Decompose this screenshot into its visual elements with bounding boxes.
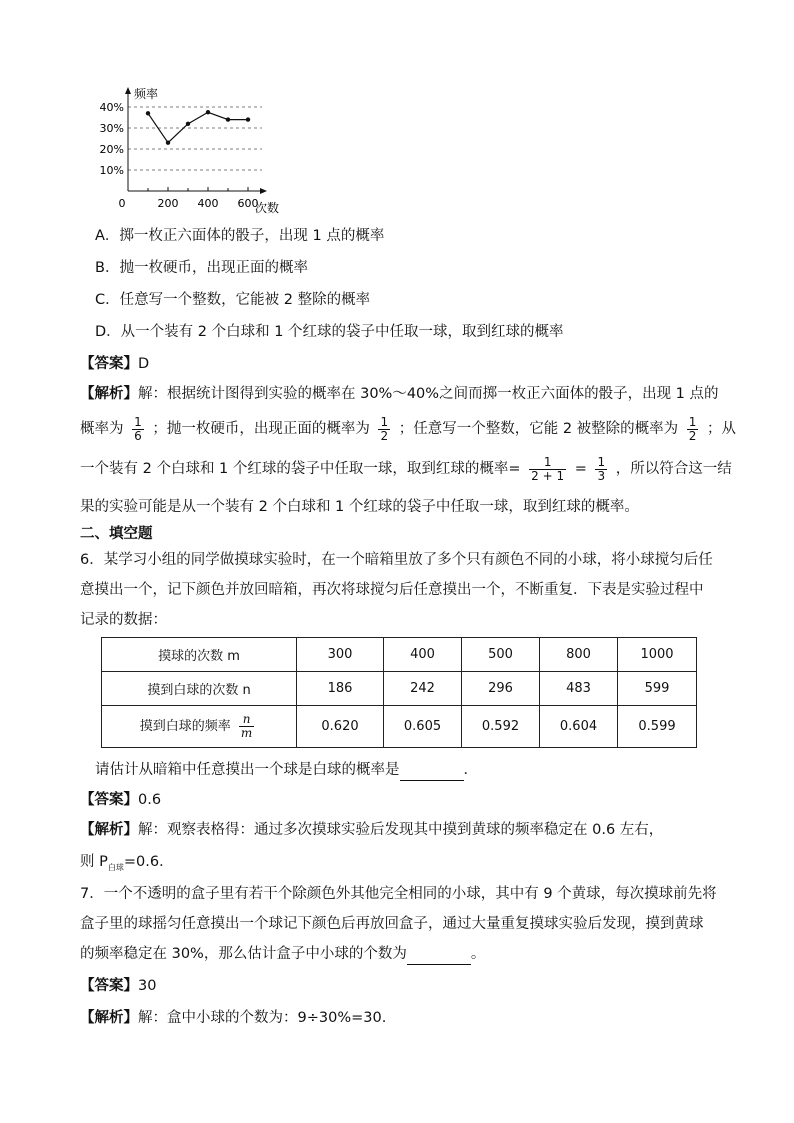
analysis-text: 一个装有 2 个白球和 1 个红球的袋子中任取一球，取到红球的概率= [80, 461, 521, 477]
data-point [166, 141, 170, 145]
analysis-text: 解：盒中小球的个数为：9÷30%=30. [138, 1010, 387, 1026]
series-line [148, 112, 248, 142]
chart-ticks [100, 101, 259, 210]
table-row [102, 706, 697, 748]
data-point [246, 117, 250, 121]
chart-x-axis-label: 次数 [255, 201, 280, 215]
q5-analysis-line-4: 果的实验可能是从一个装有 2 个白球和 1 个红球的袋子中任取一球，取到红球的概率。 [80, 499, 639, 515]
q7-stem-line-3 [80, 944, 485, 965]
table-cell: 500 [462, 638, 540, 672]
question-text: 的频率稳定在 30%，那么估计盒子中小球的个数为 [80, 946, 407, 962]
data-point [146, 111, 150, 115]
table-cell: 0.592 [462, 706, 540, 748]
q7-answer [80, 976, 156, 996]
y-tick-label: 10% [99, 164, 124, 177]
q7-analysis [80, 1008, 386, 1028]
q6-stem-line-2: 意摸出一个，记下颜色并放回暗箱，再次将球搅匀后任意摸出一个，不断重复．下表是实验过程中 [80, 582, 704, 598]
answer-value: 30 [138, 978, 157, 994]
fraction-one-half: $\frac{1}{2}$ [380, 414, 389, 443]
table-cell: 300 [297, 638, 384, 672]
question-end: 。 [470, 946, 486, 962]
chart-series [146, 110, 250, 145]
q6-analysis-line-1 [80, 820, 663, 840]
answer-value: 0.6 [138, 792, 162, 808]
q5-analysis-line-1 [80, 384, 719, 404]
section-title: 二、填空题 [80, 526, 153, 542]
x-tick-label: 400 [197, 197, 219, 210]
row-label-white-frequency [102, 706, 297, 748]
chart-y-axis-label: 频率 [134, 87, 159, 101]
analysis-tag: 【解析】 [80, 386, 138, 402]
table-cell: 483 [540, 672, 618, 706]
option-a: A．掷一枚正六面体的骰子，出现 1 点的概率 [95, 228, 385, 244]
option-c: C．任意写一个整数，它能被 2 整除的概率 [95, 292, 371, 308]
table-cell: 186 [297, 672, 384, 706]
analysis-text: ；抛一枚硬币，出现正面的概率为 [152, 421, 370, 437]
table-cell: 242 [384, 672, 462, 706]
q5-answer [80, 354, 149, 374]
analysis-text: =0.6． [123, 854, 174, 870]
answer-tag: 【答案】 [80, 978, 138, 994]
q7-stem-line-1: 7．一个不透明的盒子里有若干个除颜色外其他完全相同的小球，其中有 9 个黄球，每次摸球前先将 [80, 886, 717, 902]
question-text: 请估计从暗箱中任意摸出一个球是白球的概率是 [95, 762, 400, 778]
q7-stem-line-2: 盒子里的球摇匀任意摸出一个球记下颜色后再放回盒子，通过大量重复摸球实验后发现，摸到黄球 [80, 916, 704, 932]
y-tick-label: 20% [99, 143, 124, 156]
analysis-text: ；任意写一个整数，它能 2 被整除的概率为 [398, 421, 679, 437]
q6-stem-line-3: 记录的数据： [80, 612, 167, 628]
option-b: B．抛一枚硬币，出现正面的概率 [95, 260, 308, 276]
x-tick-label: 0 [118, 197, 126, 210]
fraction-one-third: $\frac{1}{3}$ [597, 454, 606, 483]
x-tick-label: 600 [237, 197, 259, 210]
answer-blank [407, 944, 471, 965]
table-row [102, 672, 697, 706]
x-tick-label: 200 [157, 197, 179, 210]
table-row [102, 638, 697, 672]
table-cell: 296 [462, 672, 540, 706]
q5-analysis-line-3 [80, 454, 732, 484]
question-end: ． [463, 762, 478, 778]
chart-axes [125, 87, 267, 194]
answer-tag: 【答案】 [80, 356, 138, 372]
subscript: 白球 [107, 862, 124, 872]
q6-question [95, 760, 478, 781]
analysis-text: 概率为 [80, 421, 124, 437]
analysis-text: ，所以符合这一结 [615, 461, 732, 477]
q6-analysis-line-2 [80, 852, 174, 878]
table-cell: 0.604 [540, 706, 618, 748]
data-point [226, 117, 230, 121]
row-label-text: 摸到白球的频率 [139, 719, 231, 734]
fraction-one-over-two-plus-one: $\frac{1}{2 + 1}$ [531, 454, 565, 483]
row-label-draws: 摸球的次数 m [102, 638, 297, 672]
analysis-tag: 【解析】 [80, 822, 138, 838]
analysis-text: 则 P [80, 854, 108, 870]
option-d: D．从一个装有 2 个白球和 1 个红球的袋子中任取一球，取到红球的概率 [95, 324, 564, 340]
table-cell: 0.605 [384, 706, 462, 748]
table-cell: 599 [618, 672, 697, 706]
y-tick-label: 30% [99, 122, 124, 135]
data-point [186, 122, 190, 126]
table-cell: 1000 [618, 638, 697, 672]
equals-sign: = [574, 461, 587, 477]
q6-stem-line-1: 6．某学习小组的同学做摸球实验时，在一个暗箱里放了多个只有颜色不同的小球，将小球搅匀后任 [80, 552, 713, 568]
analysis-text: 解：根据统计图得到实验的概率在 30%～40%之间而掷一枚正六面体的骰子，出现 1 点的 [138, 386, 719, 402]
table-cell: 400 [384, 638, 462, 672]
answer-blank [400, 760, 464, 781]
experiment-data-table [101, 637, 697, 748]
y-axis-arrow [125, 87, 131, 94]
q6-answer [80, 790, 161, 810]
analysis-text: ；从 [707, 421, 737, 437]
answer-value: D [138, 356, 150, 372]
data-point [206, 110, 210, 114]
frequency-line-chart [90, 82, 300, 218]
chart-grid [128, 107, 262, 170]
x-axis-arrow [260, 188, 267, 194]
fraction-n-over-m: $\frac{n}{m}$ [240, 712, 253, 740]
analysis-text: 解：观察表格得：通过多次摸球实验后发现其中摸到黄球的频率稳定在 0.6 左右， [138, 822, 664, 838]
fraction-one-half-2: $\frac{1}{2}$ [688, 414, 697, 443]
q5-analysis-line-2 [80, 414, 736, 444]
fraction-one-sixth: $\frac{1}{6}$ [134, 414, 142, 443]
analysis-tag: 【解析】 [80, 1010, 138, 1026]
table-cell: 0.620 [297, 706, 384, 748]
y-tick-label: 40% [99, 101, 124, 114]
answer-tag: 【答案】 [80, 792, 138, 808]
table-cell: 0.599 [618, 706, 697, 748]
table-cell: 800 [540, 638, 618, 672]
row-label-white-count: 摸到白球的次数 n [102, 672, 297, 706]
